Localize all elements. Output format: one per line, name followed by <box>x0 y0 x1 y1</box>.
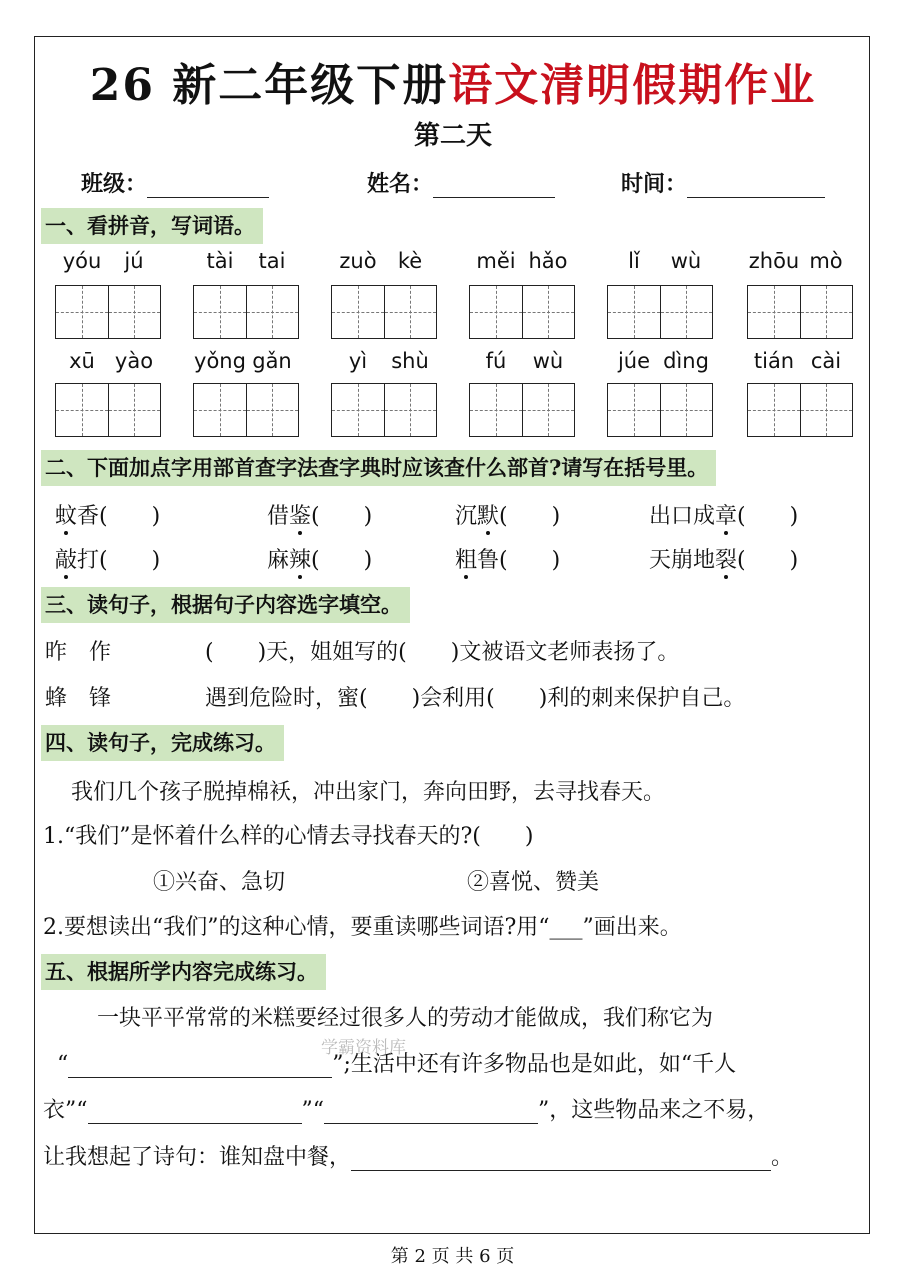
writing-grid[interactable] <box>55 285 161 339</box>
pinyin-syllable: mò <box>809 249 843 273</box>
pinyin-syllable: fú <box>485 349 507 373</box>
option-2[interactable]: ②喜悦、赞美 <box>467 870 600 895</box>
section5-title: 五、根据所学内容完成练习。 <box>41 954 326 990</box>
passage-text: 我们几个孩子脱掉棉袄，冲出家门，奔向田野，去寻找春天。 <box>71 780 666 805</box>
word-suffix: 鲁 <box>477 548 500 573</box>
dotted-char: 蚊 <box>55 504 78 529</box>
grid-cell[interactable] <box>608 384 660 436</box>
grid-cell[interactable] <box>522 384 575 436</box>
writing-grid[interactable] <box>331 285 437 339</box>
option-1[interactable]: ①兴奋、急切 <box>153 870 286 895</box>
section4-title: 四、读句子，完成练习。 <box>41 725 284 761</box>
grid-cell[interactable] <box>748 286 800 338</box>
radical-item <box>649 543 798 574</box>
grid-cell[interactable] <box>108 384 161 436</box>
pinyin-syllable: wù <box>670 249 702 273</box>
grid-cell[interactable] <box>660 286 713 338</box>
name-field <box>367 167 555 198</box>
choice-chars-1: 昨 作 <box>45 640 112 665</box>
blank-name[interactable] <box>68 1055 332 1078</box>
pinyin-syllable: zuò <box>339 249 377 273</box>
writing-grid[interactable] <box>747 285 853 339</box>
class-blank[interactable] <box>147 177 269 198</box>
answer-parens[interactable]: ( ) <box>311 504 373 529</box>
answer-parens[interactable]: ( ) <box>99 504 161 529</box>
pinyin-syllable: júe <box>617 349 651 373</box>
pinyin-label <box>191 349 301 373</box>
pinyin-label <box>467 349 577 373</box>
pinyin-label <box>53 249 163 273</box>
class-label: 班级： <box>81 171 148 197</box>
grid-cell[interactable] <box>246 286 299 338</box>
pinyin-syllable: yǒng <box>194 349 246 373</box>
answer-parens[interactable]: ( ) <box>737 548 799 573</box>
radical-item <box>455 499 560 530</box>
pinyin-syllable: yóu <box>62 249 102 273</box>
pinyin-syllable: jú <box>124 249 144 273</box>
pinyin-label <box>605 249 715 273</box>
word-prefix: 沉 <box>455 504 478 529</box>
line3-b: ”“ <box>301 1098 324 1123</box>
time-label: 时间： <box>621 171 688 197</box>
page-subtitle: 第二天 <box>413 121 492 151</box>
pinyin-label <box>53 349 163 373</box>
pinyin-label <box>745 349 855 373</box>
pinyin-syllable: wù <box>532 349 564 373</box>
question-2: 2.要想读出“我们”的这种心情，要重读哪些词语?用“___”画出来。 <box>43 915 682 940</box>
writing-grid[interactable] <box>331 383 437 437</box>
radical-item <box>267 543 372 574</box>
page-footer: 第 2 页 共 6 页 <box>390 1246 515 1267</box>
grid-cell[interactable] <box>748 384 800 436</box>
word-prefix: 出口成 <box>649 504 716 529</box>
dotted-char: 辣 <box>289 548 312 573</box>
quote-open: “ <box>57 1052 69 1077</box>
writing-grid[interactable] <box>747 383 853 437</box>
writing-grid[interactable] <box>55 383 161 437</box>
name-blank[interactable] <box>433 177 555 198</box>
dotted-char: 鉴 <box>289 504 312 529</box>
answer-parens[interactable]: ( ) <box>499 548 561 573</box>
title-black: 26 新二年级下册 <box>89 60 449 111</box>
grid-cell[interactable] <box>194 384 246 436</box>
writing-grid[interactable] <box>607 285 713 339</box>
pinyin-syllable: tai <box>258 249 286 273</box>
radical-item <box>267 499 372 530</box>
pinyin-label <box>467 249 577 273</box>
grid-cell[interactable] <box>384 384 437 436</box>
grid-cell[interactable] <box>56 384 108 436</box>
grid-cell[interactable] <box>246 384 299 436</box>
radical-item <box>455 543 560 574</box>
line3-c: ”，这些物品来之不易， <box>538 1098 770 1123</box>
dotted-char: 默 <box>477 504 500 529</box>
grid-cell[interactable] <box>660 384 713 436</box>
class-field <box>81 167 269 198</box>
pinyin-syllable: gǎn <box>252 349 292 373</box>
writing-grid[interactable] <box>193 383 299 437</box>
pinyin-syllable: tián <box>753 349 795 373</box>
watermark-text: 学霸资料库 <box>321 1038 406 1058</box>
grid-cell[interactable] <box>470 286 522 338</box>
fill-sentence-2: 遇到危险时，蜜( )会利用( )利的刺来保护自己。 <box>205 686 746 711</box>
grid-cell[interactable] <box>800 286 853 338</box>
line3-a: 衣”“ <box>43 1098 88 1123</box>
writing-grid[interactable] <box>469 285 575 339</box>
pinyin-label <box>329 249 439 273</box>
question-1: 1.“我们”是怀着什么样的心情去寻找春天的?( ) <box>43 824 534 849</box>
pinyin-syllable: shù <box>391 349 429 373</box>
pinyin-label <box>191 249 301 273</box>
grid-cell[interactable] <box>384 286 437 338</box>
word-suffix: 香 <box>77 504 100 529</box>
grid-cell[interactable] <box>194 286 246 338</box>
grid-cell[interactable] <box>56 286 108 338</box>
pinyin-syllable: lǐ <box>628 249 640 273</box>
dotted-char: 粗 <box>455 548 478 573</box>
line4-end: 。 <box>771 1145 794 1170</box>
pinyin-syllable: yào <box>114 349 154 373</box>
section1-title: 一、看拼音，写词语。 <box>41 208 263 244</box>
word-prefix: 借 <box>267 504 290 529</box>
answer-parens[interactable]: ( ) <box>99 548 161 573</box>
grid-cell[interactable] <box>470 384 522 436</box>
word-prefix: 麻 <box>267 548 290 573</box>
pinyin-syllable: xū <box>69 349 95 373</box>
para-line-1: 一块平平常常的米糕要经过很多人的劳动才能做成，我们称它为 <box>97 1006 714 1031</box>
para-line-4 <box>43 1140 793 1171</box>
pinyin-syllable: kè <box>397 249 423 273</box>
line4-text: 让我想起了诗句：谁知盘中餐， <box>43 1145 352 1170</box>
answer-parens[interactable]: ( ) <box>737 504 799 529</box>
radical-item <box>55 499 160 530</box>
blank-poem[interactable] <box>351 1148 771 1171</box>
pinyin-syllable: dìng <box>663 349 709 373</box>
worksheet-page <box>34 36 870 1234</box>
para-line-3 <box>43 1093 769 1124</box>
pinyin-label <box>745 249 855 273</box>
grid-cell[interactable] <box>800 384 853 436</box>
answer-parens[interactable]: ( ) <box>311 548 373 573</box>
grid-cell[interactable] <box>332 286 384 338</box>
grid-cell[interactable] <box>108 286 161 338</box>
pinyin-label <box>329 349 439 373</box>
section2-title: 二、下面加点字用部首查字法查字典时应该查什么部首?请写在括号里。 <box>41 450 716 486</box>
grid-cell[interactable] <box>522 286 575 338</box>
radical-item <box>649 499 798 530</box>
writing-grid[interactable] <box>469 383 575 437</box>
radical-item <box>55 543 160 574</box>
fill-sentence-1: ( )天，姐姐写的( )文被语文老师表扬了。 <box>205 640 680 665</box>
grid-cell[interactable] <box>332 384 384 436</box>
pinyin-syllable: zhōu <box>748 249 800 273</box>
answer-parens[interactable]: ( ) <box>499 504 561 529</box>
grid-cell[interactable] <box>608 286 660 338</box>
word-prefix: 天崩地 <box>649 548 716 573</box>
dotted-char: 裂 <box>715 548 738 573</box>
pinyin-syllable: tài <box>206 249 234 273</box>
pinyin-syllable: yì <box>348 349 368 373</box>
dotted-char: 敲 <box>55 548 78 573</box>
pinyin-label <box>605 349 715 373</box>
blank-item-2[interactable] <box>324 1101 538 1124</box>
writing-grid[interactable] <box>607 383 713 437</box>
time-blank[interactable] <box>687 177 825 198</box>
section3-title: 三、读句子，根据句子内容选字填空。 <box>41 587 410 623</box>
dotted-char: 章 <box>715 504 738 529</box>
name-label: 姓名： <box>367 171 434 197</box>
word-suffix: 打 <box>77 548 100 573</box>
pinyin-syllable: cài <box>810 349 842 373</box>
pinyin-syllable: hǎo <box>528 249 568 273</box>
pinyin-syllable: měi <box>476 249 516 273</box>
writing-grid[interactable] <box>193 285 299 339</box>
blank-item-1[interactable] <box>88 1101 302 1124</box>
title-red: 语文清明假期作业 <box>448 60 817 111</box>
line2-text: ”;生活中还有许多物品也是如此，如“千人 <box>332 1052 737 1077</box>
page-title <box>35 49 871 113</box>
time-field <box>621 167 825 198</box>
choice-chars-2: 蜂 锋 <box>45 686 112 711</box>
